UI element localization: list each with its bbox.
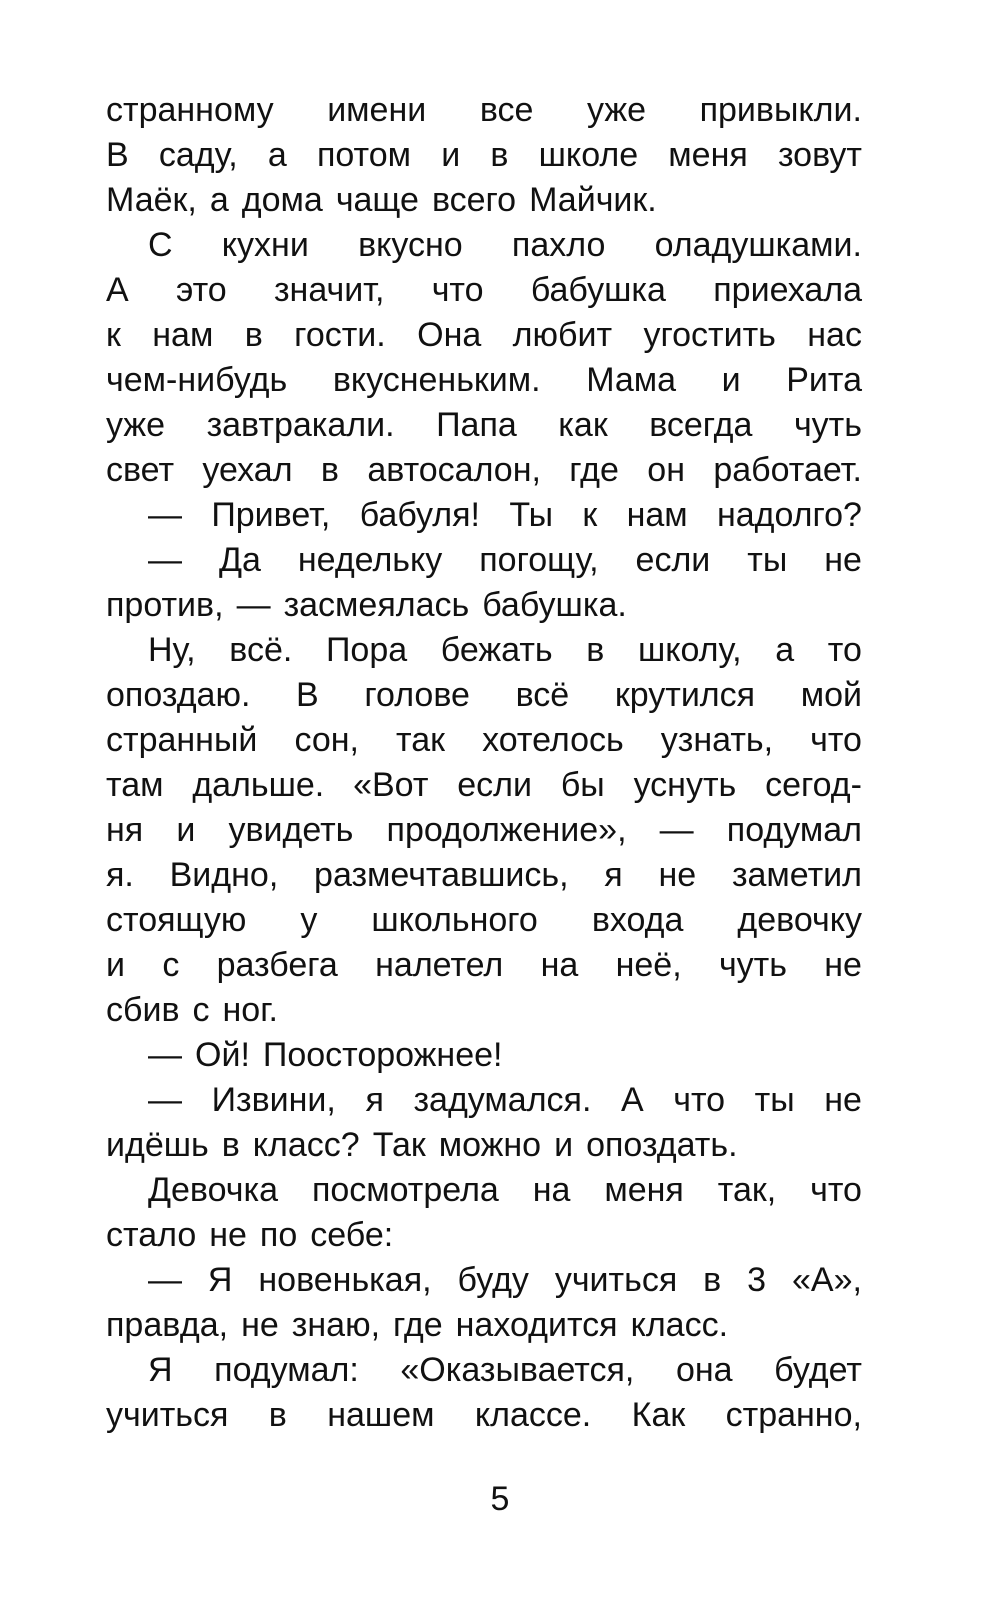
word: странный: [106, 721, 258, 759]
word: правда,: [106, 1306, 229, 1344]
word: девочку: [737, 901, 862, 939]
text-line: [106, 223, 862, 268]
word: к: [106, 316, 121, 354]
word: в: [221, 1126, 240, 1164]
word: буду: [457, 1261, 529, 1299]
word: бабушка: [530, 271, 666, 309]
word: у: [300, 901, 318, 939]
word: на: [540, 946, 579, 984]
word: с: [192, 991, 210, 1029]
word: не: [241, 1306, 279, 1344]
word: потом: [316, 136, 412, 174]
word: надолго?: [716, 496, 862, 534]
text-line: [106, 853, 862, 898]
word: в: [320, 451, 339, 489]
book-page-text: [106, 88, 862, 1438]
word: если: [457, 766, 532, 804]
text-line: [106, 988, 862, 1033]
word: опоздать.: [586, 1126, 738, 1164]
word: вкусненьким.: [332, 361, 541, 399]
word: 3: [747, 1261, 767, 1299]
word: посмотрела: [311, 1171, 499, 1209]
word: что: [673, 1081, 726, 1119]
word: хотелось: [482, 721, 624, 759]
word: Да: [218, 541, 261, 579]
word: привыкли.: [699, 91, 862, 129]
word: учиться: [554, 1261, 678, 1299]
word: а: [209, 181, 229, 219]
word: гости.: [294, 316, 386, 354]
word: вкусно: [358, 226, 463, 264]
word: бабуля!: [359, 496, 480, 534]
word: в: [703, 1261, 722, 1299]
word: с: [162, 946, 180, 984]
word: Рита: [786, 361, 862, 399]
word: там: [106, 766, 164, 804]
word: ты: [754, 1081, 795, 1119]
word: она: [675, 1351, 733, 1389]
page-number: 5: [490, 1480, 510, 1518]
word: уже: [586, 91, 647, 129]
word: Ну,: [148, 631, 196, 669]
word: школьного: [371, 901, 538, 939]
word: сегод-: [765, 766, 862, 804]
word: ты: [747, 541, 788, 579]
text-line: [106, 1123, 862, 1168]
word: приехала: [713, 271, 862, 309]
word: к: [582, 496, 598, 534]
word: пахло: [511, 226, 606, 264]
word: я.: [106, 856, 134, 894]
word: нас: [807, 316, 862, 354]
word: А: [106, 271, 129, 309]
word: классе.: [474, 1396, 592, 1434]
word: нам: [152, 316, 214, 354]
word: в: [586, 631, 605, 669]
word: если: [635, 541, 711, 579]
text-line: [106, 268, 862, 313]
word: против,: [106, 586, 224, 624]
word: не: [658, 856, 697, 894]
word: класс.: [630, 1306, 729, 1344]
text-line: [106, 1393, 862, 1438]
word: Маёк,: [106, 181, 197, 219]
word: дома: [241, 181, 323, 219]
word: меня: [668, 136, 748, 174]
text-line: [106, 898, 862, 943]
word: Видно,: [169, 856, 279, 894]
word: и: [106, 946, 125, 984]
word: не: [824, 1081, 862, 1119]
word: Поосторожнее!: [262, 1036, 503, 1074]
word: С: [148, 226, 173, 264]
word: входа: [591, 901, 684, 939]
word: я: [604, 856, 623, 894]
word: не: [824, 541, 862, 579]
word: Как: [631, 1396, 686, 1434]
word: странному: [106, 91, 274, 129]
word: Так: [372, 1126, 426, 1164]
word: меня: [604, 1171, 684, 1209]
word: Ты: [509, 496, 554, 534]
word: крутился: [614, 676, 756, 714]
word: ня: [106, 811, 144, 849]
word: бежать: [440, 631, 553, 669]
word: школу,: [637, 631, 742, 669]
word: продолжение»,: [386, 811, 627, 849]
word: —: [148, 1261, 182, 1299]
word: задумался.: [413, 1081, 592, 1119]
word: завтракали.: [206, 406, 395, 444]
word: всегда: [649, 406, 753, 444]
word: как: [558, 406, 608, 444]
word: кухни: [221, 226, 309, 264]
word: по: [259, 1216, 298, 1254]
word: что: [431, 271, 484, 309]
text-line: [106, 493, 862, 538]
word: Я: [148, 1351, 173, 1389]
word: и: [441, 136, 461, 174]
word: и: [176, 811, 196, 849]
text-line: [106, 403, 862, 448]
word: имени: [327, 91, 427, 129]
word: новенькая,: [258, 1261, 432, 1299]
text-line: [106, 358, 862, 403]
word: нам: [626, 496, 688, 534]
word: любит: [512, 316, 613, 354]
word: мой: [800, 676, 862, 714]
word: зовут: [777, 136, 862, 174]
word: свет: [106, 451, 175, 489]
text-line: [106, 1213, 862, 1258]
word: в: [268, 1396, 287, 1434]
word: так: [396, 721, 446, 759]
word: я: [365, 1081, 384, 1119]
text-line: [106, 628, 862, 673]
word: где: [393, 1306, 443, 1344]
word: чаще: [335, 181, 419, 219]
word: узнать,: [660, 721, 774, 759]
word: учиться: [106, 1396, 229, 1434]
word: все: [479, 91, 534, 129]
word: оладушками.: [654, 226, 862, 264]
word: стоящую: [106, 901, 247, 939]
word: голове: [364, 676, 470, 714]
word: он: [647, 451, 685, 489]
text-line: [106, 1033, 862, 1078]
word: подумал:: [214, 1351, 359, 1389]
word: Папа: [436, 406, 517, 444]
word: класс?: [252, 1126, 360, 1164]
text-line: [106, 1258, 862, 1303]
word: стало: [106, 1216, 197, 1254]
word: Девочка: [148, 1171, 279, 1209]
word: в: [244, 316, 263, 354]
word: В: [106, 136, 129, 174]
word: —: [148, 1036, 182, 1074]
word: саду,: [158, 136, 238, 174]
word: это: [175, 271, 227, 309]
text-line: [106, 718, 862, 763]
word: недельку: [297, 541, 443, 579]
text-line: [106, 448, 862, 493]
word: погощу,: [479, 541, 599, 579]
word: Ой!: [195, 1036, 250, 1074]
text-line: [106, 763, 862, 808]
text-line: [106, 1348, 862, 1393]
word: уснуть: [633, 766, 737, 804]
word: чем-нибудь: [106, 361, 288, 399]
text-line: [106, 1078, 862, 1123]
word: В: [296, 676, 319, 714]
word: заметил: [731, 856, 862, 894]
word: Я: [207, 1261, 233, 1299]
word: опоздаю.: [106, 676, 251, 714]
word: чуть: [793, 406, 862, 444]
word: Пора: [325, 631, 408, 669]
word: работает.: [713, 451, 862, 489]
word: угостить: [643, 316, 776, 354]
word: а: [775, 631, 795, 669]
word: автосалон,: [367, 451, 541, 489]
word: нашем: [327, 1396, 435, 1434]
word: дальше.: [192, 766, 325, 804]
text-line: [106, 943, 862, 988]
word: идёшь: [106, 1126, 209, 1164]
word: бабушка.: [482, 586, 627, 624]
word: сон,: [294, 721, 359, 759]
text-line: [106, 583, 862, 628]
word: в: [490, 136, 509, 174]
word: и: [721, 361, 741, 399]
text-line: [106, 1303, 862, 1348]
word: что: [810, 721, 862, 759]
text-line: [106, 133, 862, 178]
word: засмеялась: [283, 586, 470, 624]
word: разбега: [216, 946, 338, 984]
word: —: [659, 811, 694, 849]
word: «Оказывается,: [400, 1351, 635, 1389]
text-line: [106, 1168, 862, 1213]
word: Извини,: [211, 1081, 336, 1119]
word: увидеть: [228, 811, 354, 849]
word: «Вот: [353, 766, 429, 804]
word: чуть: [718, 946, 787, 984]
word: и: [554, 1126, 574, 1164]
word: уехал: [202, 451, 293, 489]
word: Она: [417, 316, 482, 354]
word: —: [148, 541, 182, 579]
text-line: [106, 673, 862, 718]
word: где: [569, 451, 619, 489]
word: подумал: [726, 811, 862, 849]
word: то: [827, 631, 862, 669]
text-line: [106, 313, 862, 358]
word: не: [209, 1216, 247, 1254]
word: значит,: [273, 271, 385, 309]
text-line: [106, 808, 862, 853]
text-line: [106, 88, 862, 133]
word: всего: [431, 181, 517, 219]
word: —: [148, 496, 182, 534]
word: странно,: [725, 1396, 862, 1434]
word: размечтавшись,: [314, 856, 569, 894]
word: —: [148, 1081, 182, 1119]
word: себе:: [310, 1216, 394, 1254]
word: —: [236, 586, 271, 624]
word: не: [824, 946, 862, 984]
word: что: [810, 1171, 862, 1209]
word: Привет,: [211, 496, 331, 534]
word: А: [620, 1081, 644, 1119]
word: на: [532, 1171, 571, 1209]
word: налетел: [375, 946, 504, 984]
word: уже: [106, 406, 166, 444]
text-line: [106, 178, 862, 223]
word: «А»,: [792, 1261, 862, 1299]
word: всё.: [229, 631, 293, 669]
word: будет: [774, 1351, 862, 1389]
word: Майчик.: [529, 181, 657, 219]
word: Мама: [586, 361, 677, 399]
word: школе: [538, 136, 639, 174]
word: а: [267, 136, 287, 174]
word: сбив: [106, 991, 180, 1029]
word: так,: [717, 1171, 777, 1209]
word: бы: [560, 766, 605, 804]
word: находится: [455, 1306, 618, 1344]
text-line: [106, 538, 862, 583]
word: неё,: [615, 946, 682, 984]
word: всё: [515, 676, 570, 714]
word: можно: [438, 1126, 542, 1164]
word: ног.: [222, 991, 278, 1029]
word: знаю,: [291, 1306, 381, 1344]
